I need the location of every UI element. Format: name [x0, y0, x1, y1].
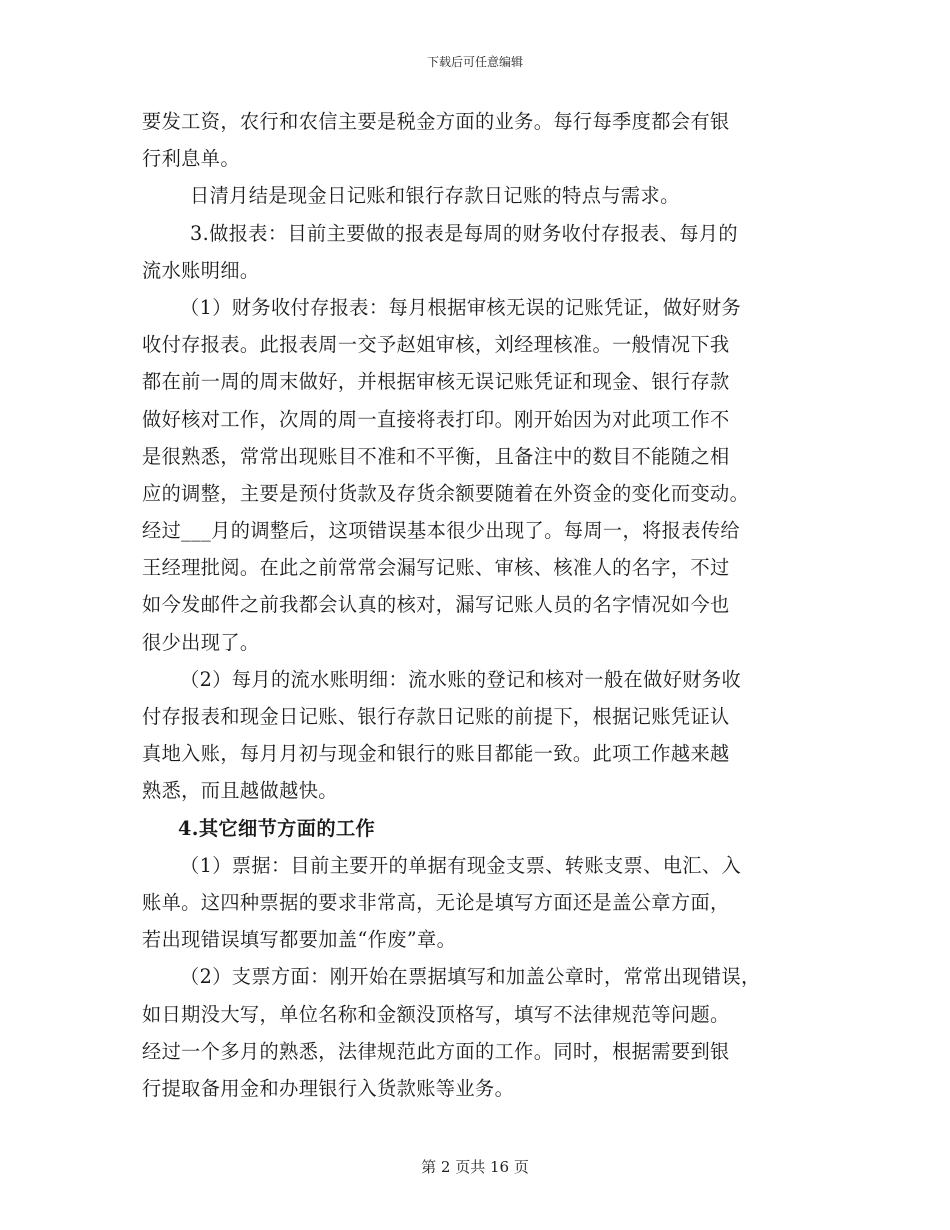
- body-line: 行利息单。: [142, 147, 240, 171]
- subsection-line: （2）每月的流水账明细：流水账的登记和核对一般在做好财务收: [180, 667, 742, 691]
- body-line: 熟悉，而且越做越快。: [142, 779, 338, 803]
- page-header: 下载后可任意编辑: [426, 55, 523, 69]
- body-line: 若出现错误填写都要加盖“作废”章。: [142, 928, 457, 952]
- body-line: 是很熟悉，常常出现账目不准和不平衡，且备注中的数目不能随之相: [142, 444, 730, 468]
- section-heading-4: 4.其它细节方面的工作: [178, 816, 376, 840]
- body-line: 应的调整，主要是预付货款及存货余额要随着在外资金的变化而变动。: [142, 481, 750, 505]
- body-line: 收付存报表。此报表周一交予赵姐审核，刘经理核准。一般情况下我: [142, 333, 730, 357]
- body-line: 流水账明细。: [142, 258, 260, 282]
- body-line: 付存报表和现金日记账、银行存款日记账的前提下，根据记账凭证认: [142, 705, 730, 728]
- body-line: 行提取备用金和办理银行入货款账等业务。: [142, 1076, 515, 1100]
- section-heading-3: 3.做报表：目前主要做的报表是每周的财务收付存报表、每月的: [190, 221, 738, 245]
- body-line: 账单。这四种票据的要求非常高，无论是填写方面还是盖公章方面，: [142, 890, 730, 914]
- body-line: 经过一个多月的熟悉，法律规范此方面的工作。同时，根据需要到银: [142, 1039, 730, 1063]
- body-line: 如今发邮件之前我都会认真的核对，漏写记账人员的名字情况如今也: [142, 593, 730, 617]
- body-line: 经过___月的调整后，这项错误基本很少出现了。每周一，将报表传给: [142, 519, 741, 543]
- page-footer: 第 2 页共 16 页: [421, 1158, 529, 1176]
- body-line: 要发工资，农行和农信主要是税金方面的业务。每行每季度都会有银: [142, 110, 730, 133]
- body-line: 如日期没大写，单位名称和金额没顶格写，填写不法律规范等问题。: [142, 1002, 730, 1026]
- body-line: 都在前一周的周末做好，并根据审核无误记账凭证和现金、银行存款: [142, 370, 730, 394]
- body-line: 王经理批阅。在此之前常常会漏写记账、审核、核准人的名字，不过: [142, 556, 730, 580]
- subsection-line: （2）支票方面：刚开始在票据填写和加盖公章时，常常出现错误，: [180, 965, 761, 989]
- body-line: 很少出现了。: [142, 630, 260, 654]
- subsection-line: （1）票据：目前主要开的单据有现金支票、转账支票、电汇、入: [180, 853, 742, 877]
- body-line: 真地入账，每月月初与现金和银行的账目都能一致。此项工作越来越: [142, 742, 730, 766]
- subsection-line: （1）财务收付存报表：每月根据审核无误的记账凭证，做好财务: [180, 295, 742, 319]
- body-line: 做好核对工作，次周的周一直接将表打印。刚开始因为对此项工作不: [142, 407, 730, 431]
- body-line: 日清月结是现金日记账和银行存款日记账的特点与需求。: [190, 184, 680, 208]
- document-body: [142, 103, 822, 1107]
